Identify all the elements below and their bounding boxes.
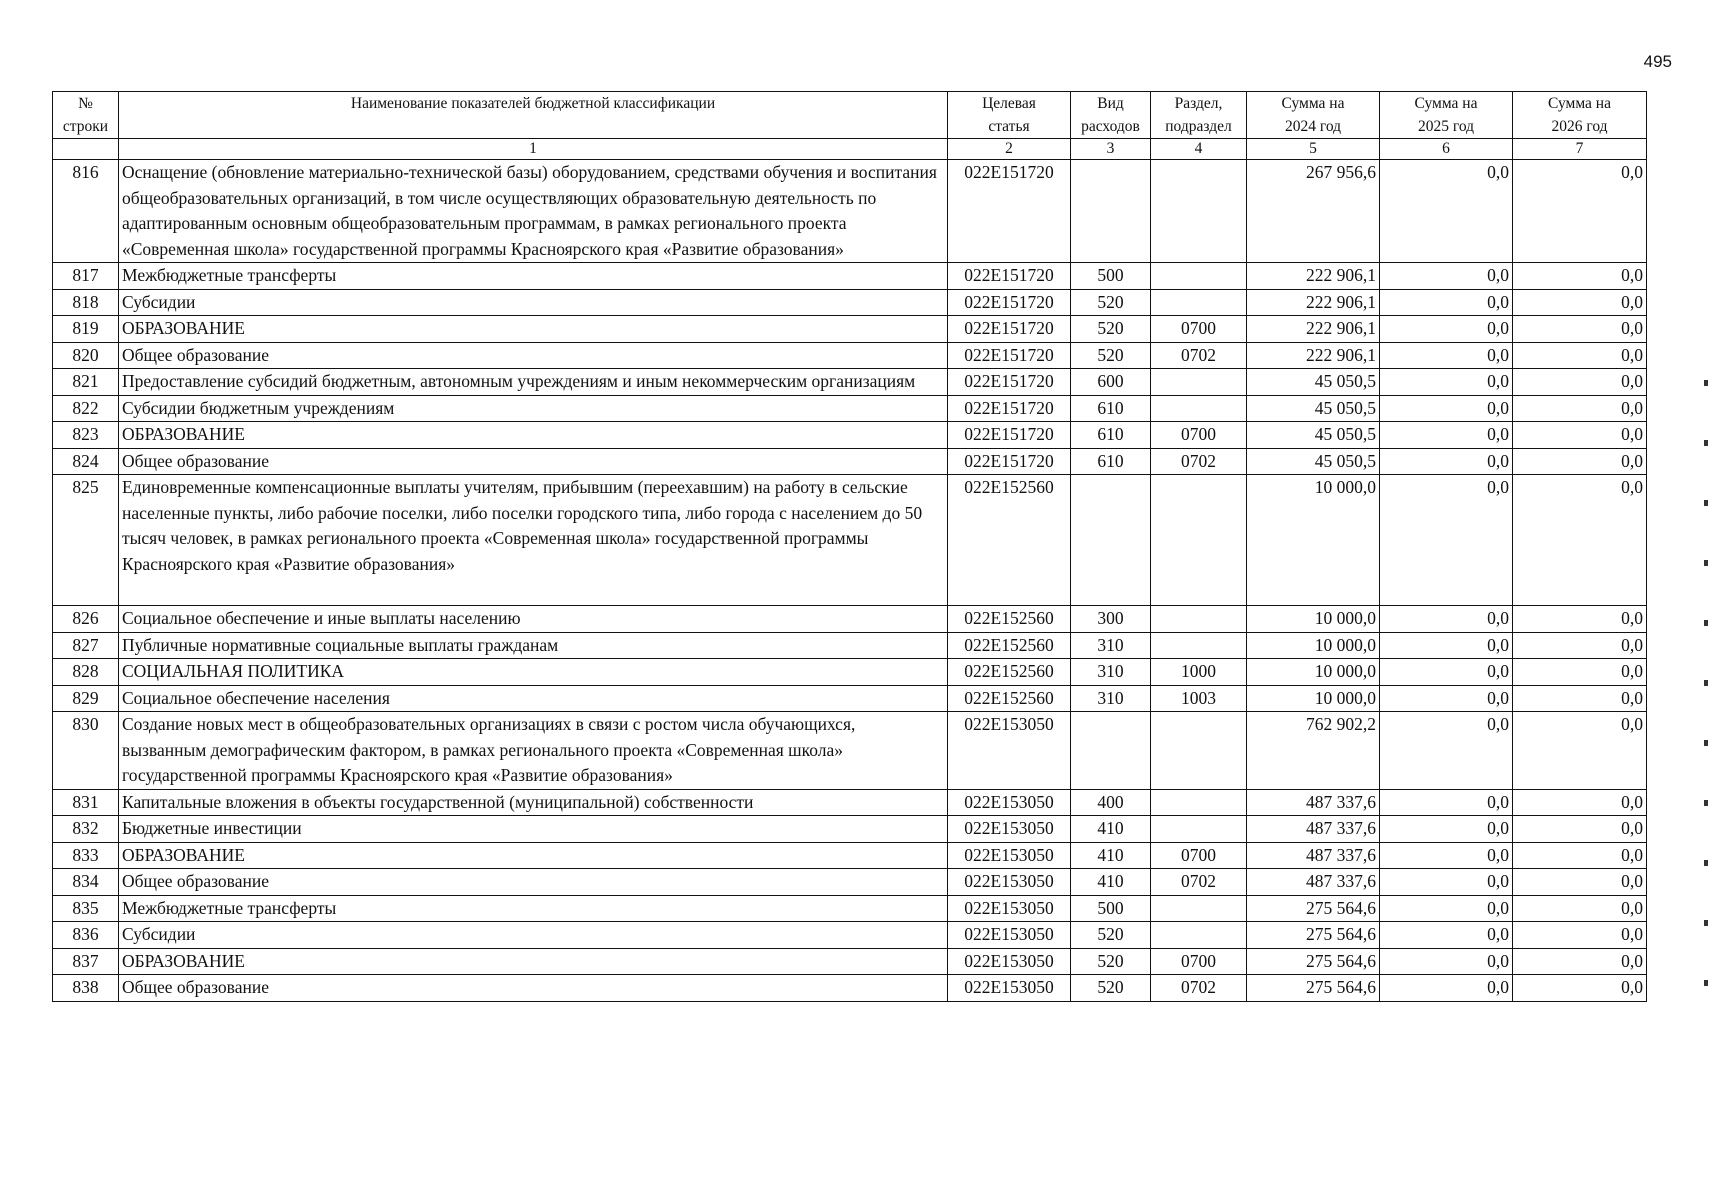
table-row bbox=[53, 869, 1647, 896]
sum-2026: 0,0 bbox=[1513, 816, 1647, 843]
target-article-code: 022E151720 bbox=[948, 369, 1071, 396]
section-code: 0700 bbox=[1151, 842, 1247, 869]
target-article-code: 022E153050 bbox=[948, 842, 1071, 869]
section-code: 0702 bbox=[1151, 448, 1247, 475]
expense-type-code: 410 bbox=[1071, 816, 1151, 843]
column-number-blank bbox=[53, 139, 119, 160]
header-indicator-name: Наименование показателей бюджетной классификации bbox=[119, 92, 948, 139]
section-code bbox=[1151, 895, 1247, 922]
expense-type-code: 500 bbox=[1071, 263, 1151, 290]
sum-2026: 0,0 bbox=[1513, 975, 1647, 1002]
sum-2024: 275 564,6 bbox=[1247, 948, 1380, 975]
table-header bbox=[53, 92, 1647, 160]
table-row bbox=[53, 922, 1647, 949]
table-body bbox=[53, 160, 1647, 1002]
sum-2026: 0,0 bbox=[1513, 659, 1647, 686]
row-number: 829 bbox=[53, 685, 119, 712]
section-code: 0700 bbox=[1151, 422, 1247, 449]
sum-2026: 0,0 bbox=[1513, 160, 1647, 263]
target-article-code: 022E152560 bbox=[948, 475, 1071, 606]
sum-2025: 0,0 bbox=[1380, 659, 1513, 686]
indicator-name: Межбюджетные трансферты bbox=[119, 263, 948, 290]
sum-2026: 0,0 bbox=[1513, 842, 1647, 869]
indicator-name: Общее образование bbox=[119, 448, 948, 475]
expense-type-code: 410 bbox=[1071, 869, 1151, 896]
sum-2024: 275 564,6 bbox=[1247, 975, 1380, 1002]
header-target-article: Целевая статья bbox=[948, 92, 1071, 139]
target-article-code: 022E151720 bbox=[948, 160, 1071, 263]
indicator-name: Общее образование bbox=[119, 342, 948, 369]
row-number: 817 bbox=[53, 263, 119, 290]
row-number: 837 bbox=[53, 948, 119, 975]
indicator-name: ОБРАЗОВАНИЕ bbox=[119, 422, 948, 449]
sum-2024: 487 337,6 bbox=[1247, 816, 1380, 843]
indicator-name: ОБРАЗОВАНИЕ bbox=[119, 948, 948, 975]
target-article-code: 022E153050 bbox=[948, 895, 1071, 922]
target-article-code: 022E153050 bbox=[948, 948, 1071, 975]
sum-2025: 0,0 bbox=[1380, 842, 1513, 869]
budget-table bbox=[52, 91, 1647, 1002]
indicator-name: Капитальные вложения в объекты государственной (муниципальной) собственности bbox=[119, 789, 948, 816]
sum-2025: 0,0 bbox=[1380, 869, 1513, 896]
column-number-row bbox=[53, 139, 1647, 160]
sum-2024: 45 050,5 bbox=[1247, 448, 1380, 475]
table-row bbox=[53, 342, 1647, 369]
table-row bbox=[53, 789, 1647, 816]
sum-2025: 0,0 bbox=[1380, 342, 1513, 369]
column-number: 4 bbox=[1151, 139, 1247, 160]
sum-2025: 0,0 bbox=[1380, 948, 1513, 975]
sum-2024: 10 000,0 bbox=[1247, 659, 1380, 686]
indicator-name: Общее образование bbox=[119, 975, 948, 1002]
target-article-code: 022E153050 bbox=[948, 712, 1071, 790]
sum-2024: 45 050,5 bbox=[1247, 422, 1380, 449]
row-number: 830 bbox=[53, 712, 119, 790]
expense-type-code: 520 bbox=[1071, 922, 1151, 949]
page-number: 495 bbox=[1643, 52, 1672, 71]
row-number: 822 bbox=[53, 395, 119, 422]
sum-2026: 0,0 bbox=[1513, 895, 1647, 922]
expense-type-code: 610 bbox=[1071, 395, 1151, 422]
row-number: 816 bbox=[53, 160, 119, 263]
indicator-name: СОЦИАЛЬНАЯ ПОЛИТИКА bbox=[119, 659, 948, 686]
sum-2024: 222 906,1 bbox=[1247, 342, 1380, 369]
sum-2026: 0,0 bbox=[1513, 422, 1647, 449]
row-number: 825 bbox=[53, 475, 119, 606]
row-number: 824 bbox=[53, 448, 119, 475]
section-code: 0702 bbox=[1151, 342, 1247, 369]
section-code: 0702 bbox=[1151, 975, 1247, 1002]
column-number: 3 bbox=[1071, 139, 1151, 160]
sum-2026: 0,0 bbox=[1513, 342, 1647, 369]
table-row bbox=[53, 975, 1647, 1002]
sum-2024: 222 906,1 bbox=[1247, 289, 1380, 316]
row-number: 835 bbox=[53, 895, 119, 922]
row-number: 821 bbox=[53, 369, 119, 396]
table-row bbox=[53, 475, 1647, 606]
sum-2024: 45 050,5 bbox=[1247, 395, 1380, 422]
target-article-code: 022E153050 bbox=[948, 816, 1071, 843]
indicator-name: Единовременные компенсационные выплаты учителям, прибывшим (переехавшим) на работу в сельские населенные пункты, либо рабочие поселки, либо поселки городского типа, либо города с населением до 50 тысяч человек, в рамках регионального проекта «Современная школа» государственной программы Красноярского края «Развитие образования» bbox=[119, 475, 948, 606]
sum-2024: 275 564,6 bbox=[1247, 895, 1380, 922]
sum-2025: 0,0 bbox=[1380, 632, 1513, 659]
expense-type-code: 520 bbox=[1071, 975, 1151, 1002]
target-article-code: 022E151720 bbox=[948, 263, 1071, 290]
indicator-name: Межбюджетные трансферты bbox=[119, 895, 948, 922]
sum-2024: 487 337,6 bbox=[1247, 842, 1380, 869]
indicator-name: Создание новых мест в общеобразовательных организациях в связи с ростом числа обучающихся, вызванным демографическим фактором, в рамках регионального проекта «Современная школа» государственной программы Красноярского края «Развитие образования» bbox=[119, 712, 948, 790]
column-number: 5 bbox=[1247, 139, 1380, 160]
target-article-code: 022E153050 bbox=[948, 975, 1071, 1002]
table-row bbox=[53, 422, 1647, 449]
section-code: 0700 bbox=[1151, 316, 1247, 343]
expense-type-code: 500 bbox=[1071, 895, 1151, 922]
section-code: 0702 bbox=[1151, 869, 1247, 896]
row-number: 832 bbox=[53, 816, 119, 843]
section-code bbox=[1151, 712, 1247, 790]
sum-2026: 0,0 bbox=[1513, 869, 1647, 896]
sum-2025: 0,0 bbox=[1380, 789, 1513, 816]
indicator-name: ОБРАЗОВАНИЕ bbox=[119, 316, 948, 343]
table-row bbox=[53, 369, 1647, 396]
expense-type-code: 520 bbox=[1071, 316, 1151, 343]
row-number: 834 bbox=[53, 869, 119, 896]
table-row bbox=[53, 948, 1647, 975]
target-article-code: 022E151720 bbox=[948, 316, 1071, 343]
row-number: 823 bbox=[53, 422, 119, 449]
sum-2026: 0,0 bbox=[1513, 395, 1647, 422]
row-number: 826 bbox=[53, 606, 119, 633]
sum-2025: 0,0 bbox=[1380, 922, 1513, 949]
table-row bbox=[53, 842, 1647, 869]
sum-2025: 0,0 bbox=[1380, 895, 1513, 922]
row-number: 818 bbox=[53, 289, 119, 316]
column-number: 2 bbox=[948, 139, 1071, 160]
sum-2025: 0,0 bbox=[1380, 816, 1513, 843]
expense-type-code: 410 bbox=[1071, 842, 1151, 869]
sum-2024: 487 337,6 bbox=[1247, 789, 1380, 816]
target-article-code: 022E153050 bbox=[948, 789, 1071, 816]
sum-2025: 0,0 bbox=[1380, 369, 1513, 396]
target-article-code: 022E152560 bbox=[948, 632, 1071, 659]
sum-2024: 10 000,0 bbox=[1247, 685, 1380, 712]
sum-2025: 0,0 bbox=[1380, 422, 1513, 449]
indicator-name: Общее образование bbox=[119, 869, 948, 896]
sum-2025: 0,0 bbox=[1380, 160, 1513, 263]
target-article-code: 022E151720 bbox=[948, 422, 1071, 449]
expense-type-code: 520 bbox=[1071, 948, 1151, 975]
section-code bbox=[1151, 922, 1247, 949]
expense-type-code: 520 bbox=[1071, 342, 1151, 369]
target-article-code: 022E152560 bbox=[948, 606, 1071, 633]
sum-2025: 0,0 bbox=[1380, 448, 1513, 475]
table-row bbox=[53, 448, 1647, 475]
indicator-name: Предоставление субсидий бюджетным, автономным учреждениям и иным некоммерческим организациям bbox=[119, 369, 948, 396]
indicator-name: Субсидии bbox=[119, 922, 948, 949]
table-row bbox=[53, 606, 1647, 633]
section-code: 1003 bbox=[1151, 685, 1247, 712]
sum-2025: 0,0 bbox=[1380, 263, 1513, 290]
sum-2026: 0,0 bbox=[1513, 632, 1647, 659]
sum-2026: 0,0 bbox=[1513, 448, 1647, 475]
expense-type-code bbox=[1071, 160, 1151, 263]
section-code: 1000 bbox=[1151, 659, 1247, 686]
row-number: 828 bbox=[53, 659, 119, 686]
sum-2025: 0,0 bbox=[1380, 316, 1513, 343]
section-code bbox=[1151, 395, 1247, 422]
sum-2025: 0,0 bbox=[1380, 606, 1513, 633]
row-number: 819 bbox=[53, 316, 119, 343]
expense-type-code bbox=[1071, 712, 1151, 790]
row-number: 833 bbox=[53, 842, 119, 869]
sum-2026: 0,0 bbox=[1513, 948, 1647, 975]
target-article-code: 022E152560 bbox=[948, 659, 1071, 686]
sum-2024: 762 902,2 bbox=[1247, 712, 1380, 790]
section-code bbox=[1151, 289, 1247, 316]
indicator-name: Субсидии bbox=[119, 289, 948, 316]
expense-type-code: 610 bbox=[1071, 422, 1151, 449]
sum-2025: 0,0 bbox=[1380, 475, 1513, 606]
sum-2025: 0,0 bbox=[1380, 685, 1513, 712]
table-row bbox=[53, 659, 1647, 686]
indicator-name: Социальное обеспечение и иные выплаты населению bbox=[119, 606, 948, 633]
sum-2026: 0,0 bbox=[1513, 475, 1647, 606]
expense-type-code: 520 bbox=[1071, 289, 1151, 316]
section-code bbox=[1151, 160, 1247, 263]
sum-2024: 222 906,1 bbox=[1247, 263, 1380, 290]
sum-2026: 0,0 bbox=[1513, 685, 1647, 712]
header-expense-type: Вид расходов bbox=[1071, 92, 1151, 139]
target-article-code: 022E153050 bbox=[948, 922, 1071, 949]
target-article-code: 022E151720 bbox=[948, 342, 1071, 369]
row-number: 820 bbox=[53, 342, 119, 369]
table-row bbox=[53, 895, 1647, 922]
sum-2024: 487 337,6 bbox=[1247, 869, 1380, 896]
expense-type-code: 600 bbox=[1071, 369, 1151, 396]
indicator-name: Оснащение (обновление материально-технической базы) оборудованием, средствами обучения и воспитания общеобразовательных организаций, в том числе осуществляющих образовательную деятельность по адаптированным основным общеобразовательным программам, в рамках регионального проекта «Современная школа» государственной программы Красноярского края «Развитие образования» bbox=[119, 160, 948, 263]
expense-type-code: 400 bbox=[1071, 789, 1151, 816]
table-row bbox=[53, 289, 1647, 316]
sum-2026: 0,0 bbox=[1513, 369, 1647, 396]
sum-2026: 0,0 bbox=[1513, 606, 1647, 633]
sum-2024: 10 000,0 bbox=[1247, 606, 1380, 633]
target-article-code: 022E152560 bbox=[948, 685, 1071, 712]
header-sum-2026: Сумма на 2026 год bbox=[1513, 92, 1647, 139]
section-code bbox=[1151, 606, 1247, 633]
target-article-code: 022E151720 bbox=[948, 448, 1071, 475]
column-number: 6 bbox=[1380, 139, 1513, 160]
target-article-code: 022E153050 bbox=[948, 869, 1071, 896]
row-number: 838 bbox=[53, 975, 119, 1002]
sum-2024: 267 956,6 bbox=[1247, 160, 1380, 263]
sum-2024: 10 000,0 bbox=[1247, 632, 1380, 659]
expense-type-code: 310 bbox=[1071, 659, 1151, 686]
section-code bbox=[1151, 263, 1247, 290]
sum-2024: 45 050,5 bbox=[1247, 369, 1380, 396]
header-row-number: № строки bbox=[53, 92, 119, 139]
table-row bbox=[53, 395, 1647, 422]
scan-edge-marks bbox=[1704, 380, 1708, 1000]
sum-2024: 10 000,0 bbox=[1247, 475, 1380, 606]
sum-2026: 0,0 bbox=[1513, 316, 1647, 343]
row-number: 827 bbox=[53, 632, 119, 659]
sum-2026: 0,0 bbox=[1513, 289, 1647, 316]
header-sum-2025: Сумма на 2025 год bbox=[1380, 92, 1513, 139]
indicator-name: ОБРАЗОВАНИЕ bbox=[119, 842, 948, 869]
indicator-name: Субсидии бюджетным учреждениям bbox=[119, 395, 948, 422]
expense-type-code: 310 bbox=[1071, 632, 1151, 659]
sum-2026: 0,0 bbox=[1513, 712, 1647, 790]
expense-type-code: 610 bbox=[1071, 448, 1151, 475]
section-code bbox=[1151, 475, 1247, 606]
indicator-name: Публичные нормативные социальные выплаты гражданам bbox=[119, 632, 948, 659]
section-code bbox=[1151, 632, 1247, 659]
target-article-code: 022E151720 bbox=[948, 395, 1071, 422]
column-number: 1 bbox=[119, 139, 948, 160]
sum-2026: 0,0 bbox=[1513, 789, 1647, 816]
section-code: 0700 bbox=[1151, 948, 1247, 975]
table-row bbox=[53, 160, 1647, 263]
sum-2025: 0,0 bbox=[1380, 395, 1513, 422]
indicator-name: Бюджетные инвестиции bbox=[119, 816, 948, 843]
target-article-code: 022E151720 bbox=[948, 289, 1071, 316]
column-number: 7 bbox=[1513, 139, 1647, 160]
expense-type-code bbox=[1071, 475, 1151, 606]
expense-type-code: 310 bbox=[1071, 685, 1151, 712]
section-code bbox=[1151, 369, 1247, 396]
sum-2026: 0,0 bbox=[1513, 922, 1647, 949]
sum-2024: 222 906,1 bbox=[1247, 316, 1380, 343]
indicator-name: Социальное обеспечение населения bbox=[119, 685, 948, 712]
sum-2024: 275 564,6 bbox=[1247, 922, 1380, 949]
sum-2025: 0,0 bbox=[1380, 289, 1513, 316]
header-sum-2024: Сумма на 2024 год bbox=[1247, 92, 1380, 139]
sum-2025: 0,0 bbox=[1380, 712, 1513, 790]
table-row bbox=[53, 816, 1647, 843]
section-code bbox=[1151, 789, 1247, 816]
table-row bbox=[53, 685, 1647, 712]
table-row bbox=[53, 263, 1647, 290]
header-section: Раздел, подраздел bbox=[1151, 92, 1247, 139]
table-row bbox=[53, 712, 1647, 790]
section-code bbox=[1151, 816, 1247, 843]
row-number: 836 bbox=[53, 922, 119, 949]
sum-2026: 0,0 bbox=[1513, 263, 1647, 290]
table-row bbox=[53, 632, 1647, 659]
sum-2025: 0,0 bbox=[1380, 975, 1513, 1002]
row-number: 831 bbox=[53, 789, 119, 816]
table-row bbox=[53, 316, 1647, 343]
expense-type-code: 300 bbox=[1071, 606, 1151, 633]
